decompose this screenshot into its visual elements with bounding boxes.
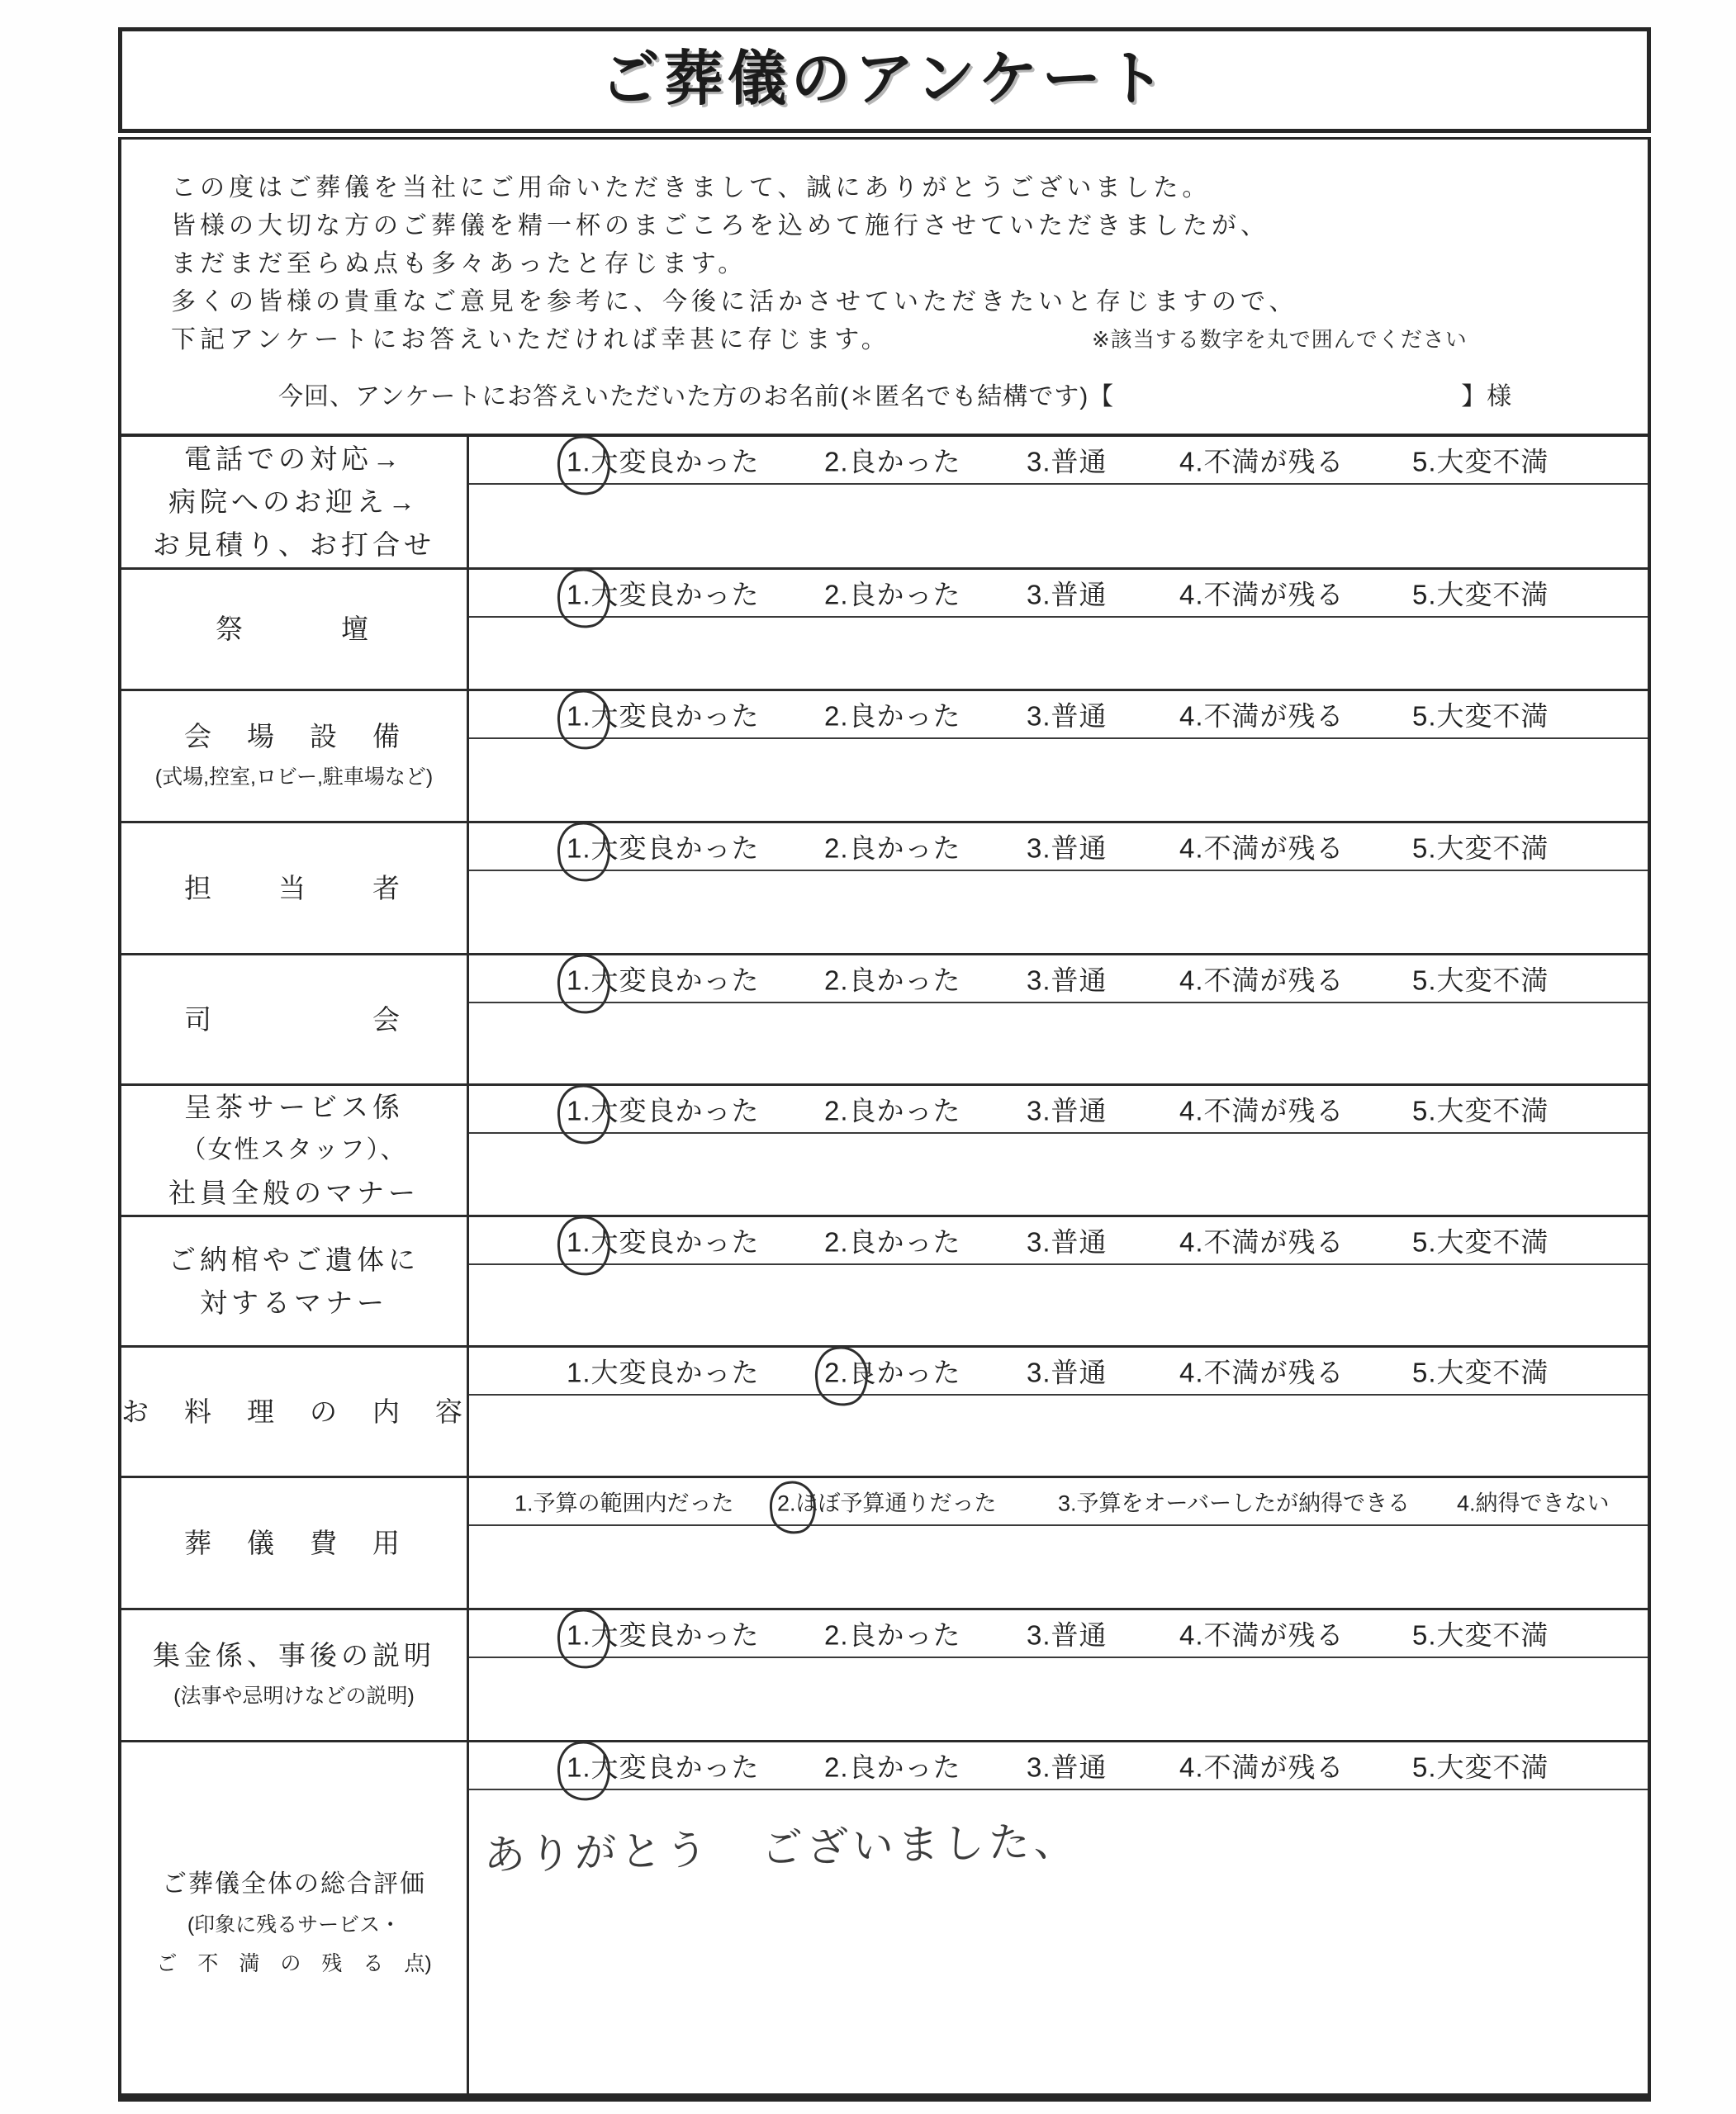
option-number: 5. bbox=[1412, 1357, 1437, 1388]
row-content-casketing-manner bbox=[469, 1217, 1648, 1345]
row-label-phone-hospital-estimate bbox=[121, 437, 469, 567]
option-label: 大変不満 bbox=[1436, 579, 1549, 610]
option-label: 良かった bbox=[848, 1751, 961, 1783]
option-label: 普通 bbox=[1051, 1095, 1108, 1126]
option-item bbox=[1027, 1221, 1108, 1260]
option-item bbox=[1412, 1090, 1549, 1129]
option-number: 2. bbox=[824, 700, 849, 732]
circle-instruction-note: ※該当する数字を丸で囲んでください bbox=[1092, 327, 1468, 352]
row-content-venue-facilities bbox=[469, 691, 1648, 821]
row-label-line: 社員全般のマナー bbox=[168, 1178, 420, 1208]
circled-answer-mark bbox=[554, 687, 614, 752]
option-label: 不満が残る bbox=[1203, 446, 1345, 477]
row-label-line: ご 不 満 の 残 る 点) bbox=[156, 1952, 432, 1975]
option-number: 4. bbox=[1179, 579, 1204, 610]
row-label-line: ご納棺やご遺体に bbox=[168, 1244, 420, 1275]
option-item bbox=[567, 1221, 760, 1260]
option-number: 4. bbox=[1179, 832, 1204, 864]
survey-row-staff-in-charge bbox=[121, 821, 1648, 953]
option-label: 不満が残る bbox=[1203, 700, 1345, 732]
option-label: 大変不満 bbox=[1436, 1095, 1549, 1126]
option-number: 3. bbox=[1027, 832, 1051, 864]
option-item bbox=[567, 695, 760, 734]
option-item bbox=[1179, 960, 1345, 998]
option-number: 3. bbox=[1027, 965, 1051, 996]
option-label: 普通 bbox=[1051, 965, 1108, 996]
survey-row-altar bbox=[121, 567, 1648, 689]
option-item bbox=[1179, 1221, 1345, 1260]
circled-answer-mark bbox=[554, 433, 614, 498]
survey-table bbox=[118, 434, 1651, 2102]
row-label-line: (式場,控室,ロビー,駐車場など) bbox=[154, 765, 434, 789]
option-item bbox=[1412, 960, 1549, 998]
row-label-collection-aftercare bbox=[121, 1610, 469, 1740]
option-item bbox=[1027, 1747, 1108, 1785]
row-label-line: ご葬儀全体の総合評価 bbox=[162, 1870, 426, 1898]
option-label: 普通 bbox=[1051, 1226, 1108, 1258]
intro-line: 多くの皆様の貴重なご意見を参考に、今後に活かさせていただきたいと存じますので、 bbox=[171, 288, 1298, 315]
option-number: 4. bbox=[1179, 1619, 1204, 1651]
survey-row-collection-aftercare bbox=[121, 1608, 1648, 1740]
option-label: 良かった bbox=[848, 965, 961, 996]
survey-row-casketing-manner bbox=[121, 1215, 1648, 1345]
survey-row-venue-facilities bbox=[121, 689, 1648, 821]
option-label: 大変不満 bbox=[1436, 700, 1549, 732]
option-label: 予算をオーバーしたが納得できる bbox=[1076, 1491, 1411, 1516]
option-number: 1. bbox=[567, 447, 591, 478]
option-number: 3. bbox=[1058, 1491, 1077, 1516]
option-label: 良かった bbox=[848, 446, 961, 477]
option-item bbox=[567, 1614, 760, 1653]
option-number: 1. bbox=[567, 1357, 591, 1388]
row-label-line: (印象に残るサービス・ bbox=[187, 1913, 401, 1936]
options-band bbox=[469, 1478, 1648, 1526]
option-item bbox=[1412, 695, 1549, 734]
row-label-staff-in-charge bbox=[121, 823, 469, 953]
intro-line: まだまだ至らぬ点も多々あったと存じます。 bbox=[171, 250, 747, 277]
circled-answer-mark bbox=[554, 951, 614, 1017]
option-number: 3. bbox=[1027, 1619, 1051, 1651]
option-item bbox=[1179, 441, 1345, 480]
survey-row-tea-service-manner bbox=[121, 1083, 1648, 1215]
option-label: 大変不満 bbox=[1436, 1226, 1549, 1258]
option-label: ほぼ予算通りだった bbox=[795, 1491, 997, 1516]
option-label: 納得できない bbox=[1475, 1491, 1610, 1516]
option-label: 良かった bbox=[848, 1619, 961, 1651]
option-label: 良かった bbox=[848, 1357, 961, 1388]
option-item bbox=[567, 574, 760, 613]
option-item bbox=[1027, 1614, 1108, 1653]
option-label: 不満が残る bbox=[1203, 832, 1345, 864]
option-label: 大変良かった bbox=[591, 579, 760, 610]
option-number: 3. bbox=[1027, 446, 1051, 477]
option-number: 1. bbox=[567, 833, 591, 865]
option-number: 3. bbox=[1027, 579, 1051, 610]
option-label: 普通 bbox=[1051, 1619, 1108, 1651]
option-item bbox=[1179, 1090, 1345, 1129]
option-label: 普通 bbox=[1051, 1357, 1108, 1388]
row-content-altar bbox=[469, 570, 1648, 689]
option-label: 不満が残る bbox=[1203, 1226, 1345, 1258]
options-band bbox=[469, 570, 1648, 618]
circled-answer-mark bbox=[554, 1606, 614, 1671]
option-item bbox=[1457, 1486, 1610, 1518]
option-number: 3. bbox=[1027, 1226, 1051, 1258]
option-item bbox=[1058, 1486, 1410, 1518]
option-label: 大変不満 bbox=[1436, 446, 1549, 477]
option-label: 良かった bbox=[848, 1226, 961, 1258]
name-prompt: 今回、アンケートにお答えいただいた方のお名前(＊匿名でも結構です)【 bbox=[278, 383, 1115, 410]
options-band bbox=[469, 823, 1648, 871]
option-number: 1. bbox=[515, 1491, 534, 1516]
option-number: 3. bbox=[1027, 1751, 1051, 1783]
option-number: 2. bbox=[824, 965, 849, 996]
option-item bbox=[1027, 1090, 1108, 1129]
option-label: 大変不満 bbox=[1436, 1751, 1549, 1783]
option-item bbox=[824, 1221, 961, 1260]
option-label: 良かった bbox=[848, 832, 961, 864]
circled-answer-mark bbox=[554, 566, 614, 631]
option-item bbox=[1027, 960, 1108, 998]
option-item bbox=[1179, 827, 1345, 866]
circled-answer-mark bbox=[766, 1478, 818, 1536]
row-label-funeral-cost bbox=[121, 1478, 469, 1608]
circled-answer-mark bbox=[812, 1344, 871, 1409]
option-number: 4. bbox=[1179, 446, 1204, 477]
option-number: 5. bbox=[1412, 1619, 1437, 1651]
option-number: 2. bbox=[824, 579, 849, 610]
option-item bbox=[1179, 1747, 1345, 1785]
option-item bbox=[515, 1486, 734, 1518]
respondent-name-line bbox=[278, 376, 1512, 412]
option-item bbox=[824, 960, 961, 998]
option-item bbox=[567, 441, 760, 480]
row-content-collection-aftercare bbox=[469, 1610, 1648, 1740]
option-number: 2. bbox=[824, 1226, 849, 1258]
options-band bbox=[469, 1742, 1648, 1790]
options-band bbox=[469, 1610, 1648, 1658]
option-number: 2. bbox=[824, 832, 849, 864]
name-suffix: 】様 bbox=[1461, 383, 1513, 410]
option-number: 5. bbox=[1412, 1095, 1437, 1126]
option-item bbox=[1412, 1747, 1549, 1785]
row-label-venue-facilities bbox=[121, 691, 469, 821]
option-item bbox=[824, 574, 961, 613]
row-label-line: お見積り、お打合せ bbox=[153, 529, 435, 560]
option-label: 大変良かった bbox=[591, 1619, 760, 1651]
survey-row-phone-hospital-estimate bbox=[121, 437, 1648, 567]
option-label: 大変不満 bbox=[1436, 832, 1549, 864]
option-label: 普通 bbox=[1051, 579, 1108, 610]
intro-line: 下記アンケートにお答えいただければ幸甚に存じます。 bbox=[171, 326, 890, 353]
option-label: 普通 bbox=[1051, 1751, 1108, 1783]
option-item bbox=[1179, 695, 1345, 734]
option-item bbox=[1027, 827, 1108, 866]
option-number: 4. bbox=[1457, 1491, 1476, 1516]
row-label-overall-rating bbox=[121, 1742, 469, 2093]
row-content-tea-service-manner bbox=[469, 1086, 1648, 1215]
row-label-line: 対するマナー bbox=[200, 1287, 388, 1318]
option-number: 2. bbox=[824, 1095, 849, 1126]
option-number: 1. bbox=[567, 965, 591, 997]
option-label: 大変良かった bbox=[591, 1357, 760, 1388]
option-number: 4. bbox=[1179, 1095, 1204, 1126]
option-number: 4. bbox=[1179, 1226, 1204, 1258]
row-content-phone-hospital-estimate bbox=[469, 437, 1648, 567]
option-label: 大変不満 bbox=[1436, 1619, 1549, 1651]
option-label: 良かった bbox=[848, 700, 961, 732]
option-number: 2. bbox=[824, 1751, 849, 1783]
option-number: 1. bbox=[567, 1096, 591, 1127]
circled-answer-mark bbox=[554, 819, 614, 884]
option-label: 普通 bbox=[1051, 700, 1108, 732]
option-number: 1. bbox=[567, 1752, 591, 1784]
option-label: 大変良かった bbox=[591, 832, 760, 864]
option-item bbox=[1412, 574, 1549, 613]
option-label: 不満が残る bbox=[1203, 965, 1345, 996]
option-item bbox=[1412, 1352, 1549, 1391]
option-label: 大変不満 bbox=[1436, 965, 1549, 996]
row-label-line: 会 場 設 備 bbox=[184, 721, 404, 751]
option-item bbox=[824, 1090, 961, 1129]
option-label: 大変良かった bbox=[591, 1751, 760, 1783]
option-label: 普通 bbox=[1051, 446, 1108, 477]
options-band bbox=[469, 437, 1648, 485]
option-label: 良かった bbox=[848, 579, 961, 610]
option-item bbox=[1027, 1352, 1108, 1391]
option-item bbox=[1412, 1221, 1549, 1260]
option-item bbox=[824, 1614, 961, 1653]
option-item bbox=[567, 1090, 760, 1129]
option-item bbox=[1179, 574, 1345, 613]
row-label-line: 葬 儀 費 用 bbox=[184, 1527, 404, 1558]
option-label: 不満が残る bbox=[1203, 1095, 1345, 1126]
row-label-line: (法事や忌明けなどの説明) bbox=[173, 1685, 415, 1708]
title-box bbox=[118, 27, 1651, 133]
option-label: 大変良かった bbox=[591, 965, 760, 996]
row-content-mc bbox=[469, 955, 1648, 1083]
option-number: 1. bbox=[567, 701, 591, 732]
option-item bbox=[1412, 827, 1549, 866]
row-content-overall-rating bbox=[469, 1742, 1648, 2093]
option-item bbox=[1412, 1614, 1549, 1653]
option-number: 3. bbox=[1027, 1095, 1051, 1126]
option-number: 5. bbox=[1412, 700, 1437, 732]
option-item bbox=[824, 441, 961, 480]
option-number: 5. bbox=[1412, 579, 1437, 610]
option-label: 不満が残る bbox=[1203, 1357, 1345, 1388]
option-item bbox=[824, 1352, 961, 1391]
option-number: 5. bbox=[1412, 1751, 1437, 1783]
option-item bbox=[567, 827, 760, 866]
option-item bbox=[777, 1486, 997, 1518]
option-item bbox=[1027, 441, 1108, 480]
option-label: 大変良かった bbox=[591, 1095, 760, 1126]
option-item bbox=[1412, 441, 1549, 480]
option-label: 普通 bbox=[1051, 832, 1108, 864]
handwritten-comment: ありがとう ございました、 bbox=[483, 1818, 1080, 1879]
option-item bbox=[567, 1747, 760, 1785]
row-label-casketing-manner bbox=[121, 1217, 469, 1345]
row-label-line: 集金係、事後の説明 bbox=[153, 1640, 435, 1671]
option-number: 5. bbox=[1412, 446, 1437, 477]
options-band bbox=[469, 691, 1648, 739]
option-item bbox=[1179, 1352, 1345, 1391]
option-label: 大変良かった bbox=[591, 700, 760, 732]
intro-box bbox=[118, 137, 1651, 434]
circled-answer-mark bbox=[554, 1082, 614, 1147]
row-content-funeral-cost bbox=[469, 1478, 1648, 1608]
row-label-line: 病院へのお迎え→ bbox=[168, 486, 420, 517]
option-item bbox=[824, 827, 961, 866]
intro-line: 皆様の大切な方のご葬儀を精一杯のまごころを込めて施行させていただきましたが、 bbox=[171, 212, 1269, 239]
option-item bbox=[1179, 1614, 1345, 1653]
options-band bbox=[469, 1348, 1648, 1396]
option-number: 1. bbox=[567, 1227, 591, 1258]
option-number: 4. bbox=[1179, 1357, 1204, 1388]
option-number: 2. bbox=[824, 1619, 849, 1651]
row-label-line: お 料 理 の 内 容 bbox=[121, 1396, 467, 1427]
row-label-tea-service-manner bbox=[121, 1086, 469, 1215]
option-number: 2. bbox=[824, 446, 849, 477]
row-label-line: 呈茶サービス係 bbox=[184, 1092, 404, 1122]
row-label-line: 電話での対応→ bbox=[184, 443, 404, 474]
option-item bbox=[1027, 695, 1108, 734]
option-label: 不満が残る bbox=[1203, 1751, 1345, 1783]
option-item bbox=[567, 960, 760, 998]
option-label: 良かった bbox=[848, 1095, 961, 1126]
options-band bbox=[469, 1217, 1648, 1265]
option-label: 予算の範囲内だった bbox=[533, 1491, 734, 1516]
option-label: 大変良かった bbox=[591, 446, 760, 477]
option-item bbox=[824, 1747, 961, 1785]
option-item bbox=[1027, 574, 1108, 613]
row-content-staff-in-charge bbox=[469, 823, 1648, 953]
options-band bbox=[469, 1086, 1648, 1134]
option-label: 不満が残る bbox=[1203, 579, 1345, 610]
option-number: 2. bbox=[777, 1491, 796, 1517]
option-number: 2. bbox=[824, 1358, 849, 1389]
option-number: 4. bbox=[1179, 1751, 1204, 1783]
survey-row-mc bbox=[121, 953, 1648, 1083]
option-item bbox=[824, 695, 961, 734]
row-label-line: 司 会 bbox=[184, 1003, 404, 1035]
option-number: 1. bbox=[567, 1620, 591, 1652]
row-label-line: （女性スタッフ）、 bbox=[181, 1136, 407, 1164]
circled-answer-mark bbox=[554, 1738, 614, 1804]
page-title: ご葬儀のアンケート bbox=[600, 46, 1169, 112]
option-number: 4. bbox=[1179, 965, 1204, 996]
intro-line: この度はご葬儀を当社にご用命いただきまして、誠にありがとうございました。 bbox=[171, 174, 1212, 201]
option-number: 3. bbox=[1027, 700, 1051, 732]
option-label: 大変不満 bbox=[1436, 1357, 1549, 1388]
row-label-altar bbox=[121, 570, 469, 689]
option-number: 4. bbox=[1179, 700, 1204, 732]
survey-row-overall-rating bbox=[121, 1740, 1648, 2093]
option-label: 不満が残る bbox=[1203, 1619, 1345, 1651]
options-band bbox=[469, 955, 1648, 1003]
option-item bbox=[567, 1352, 760, 1391]
row-content-food-content bbox=[469, 1348, 1648, 1476]
row-label-line: 担 当 者 bbox=[184, 872, 404, 903]
option-number: 5. bbox=[1412, 1226, 1437, 1258]
option-number: 3. bbox=[1027, 1357, 1051, 1388]
row-label-mc bbox=[121, 955, 469, 1083]
survey-row-funeral-cost bbox=[121, 1476, 1648, 1608]
survey-row-food-content bbox=[121, 1345, 1648, 1476]
row-label-food-content bbox=[121, 1348, 469, 1476]
row-label-line: 祭 壇 bbox=[216, 614, 372, 644]
option-number: 5. bbox=[1412, 965, 1437, 996]
option-number: 5. bbox=[1412, 832, 1437, 864]
option-number: 1. bbox=[567, 580, 591, 611]
circled-answer-mark bbox=[554, 1213, 614, 1278]
option-label: 大変良かった bbox=[591, 1226, 760, 1258]
